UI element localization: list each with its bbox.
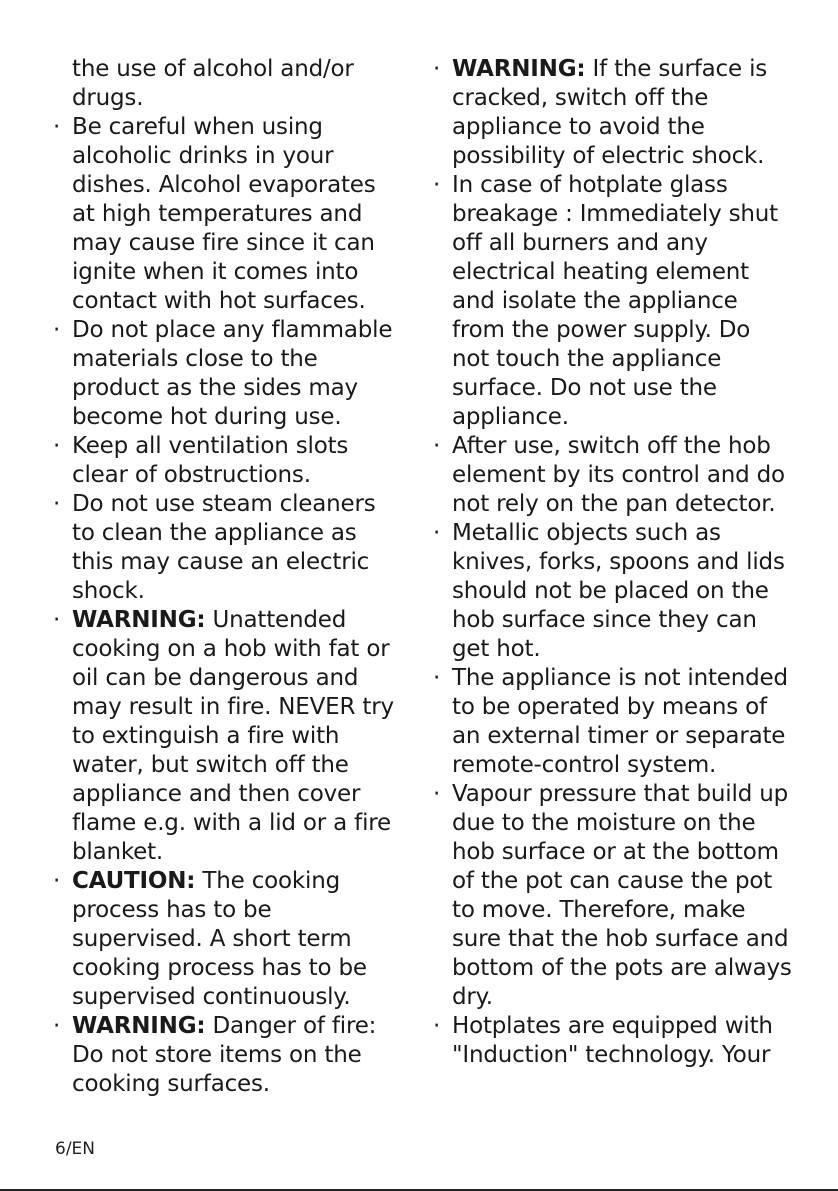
page-number: 6/EN (55, 1139, 96, 1159)
item-text: The cooking process has to be supervised. A short term cooking process has to be supervised continuously. (72, 868, 367, 1010)
list-item (452, 664, 792, 780)
warning-label: WARNING: (72, 1013, 206, 1039)
list-item (72, 113, 402, 316)
left-column (72, 55, 402, 1099)
list-item (72, 1012, 402, 1099)
right-column (452, 55, 792, 1070)
item-text: Danger of fire: Do not store items on the cooking surfaces. (72, 1013, 377, 1097)
warning-label: WARNING: (452, 56, 586, 82)
item-text: If the surface is cracked, switch off the appliance to avoid the possibility of electric shock. (452, 56, 768, 169)
item-text: Do not place any flammable materials close to the product as the sides may become hot during use. (72, 317, 393, 430)
warning-label: WARNING: (72, 607, 206, 633)
list-item (452, 171, 792, 432)
list-item (72, 490, 402, 606)
list-item (452, 1012, 792, 1070)
item-text: After use, switch off the hob element by its control and do not rely on the pan detector. (452, 433, 785, 517)
list-item (452, 519, 792, 664)
item-text: Be careful when using alcoholic drinks in your dishes. Alcohol evaporates at high temperatures and may cause fire since it can ignite when it comes into contact with hot surfaces. (72, 114, 376, 314)
list-item (452, 432, 792, 519)
list-item (72, 606, 402, 867)
item-text: the use of alcohol and/or drugs. (72, 56, 354, 111)
item-text: Metallic objects such as knives, forks, spoons and lids should not be placed on the hob surface since they can get hot. (452, 520, 785, 662)
item-text: In case of hotplate glass breakage : Immediately shut off all burners and any electrical heating element and isolate the appliance from the power supply. Do not touch the appliance surface. Do not use the appliance. (452, 172, 778, 430)
item-text: Vapour pressure that build up due to the moisture on the hob surface or at the bottom of the pot can cause the pot to move. Therefore, make sure that the hob surface and bottom of the pots are always dry. (452, 781, 792, 1010)
list-item (72, 316, 402, 432)
list-item (72, 432, 402, 490)
list-item (452, 780, 792, 1012)
list-item (72, 867, 402, 1012)
list-item (452, 55, 792, 171)
item-text: Do not use steam cleaners to clean the appliance as this may cause an electric shock. (72, 491, 376, 604)
list-item (72, 55, 402, 113)
item-text: Unattended cooking on a hob with fat or oil can be dangerous and may result in fire. NEVER try to extinguish a fire with water, but switch off the appliance and then cover flame e.g. with a lid or a fire blanket. (72, 607, 394, 865)
warning-label: CAUTION: (72, 868, 196, 894)
item-text: Keep all ventilation slots clear of obstructions. (72, 433, 349, 488)
item-text: The appliance is not intended to be operated by means of an external timer or separate remote-control system. (452, 665, 788, 778)
item-text: Hotplates are equipped with "Induction" technology. Your (452, 1013, 773, 1068)
